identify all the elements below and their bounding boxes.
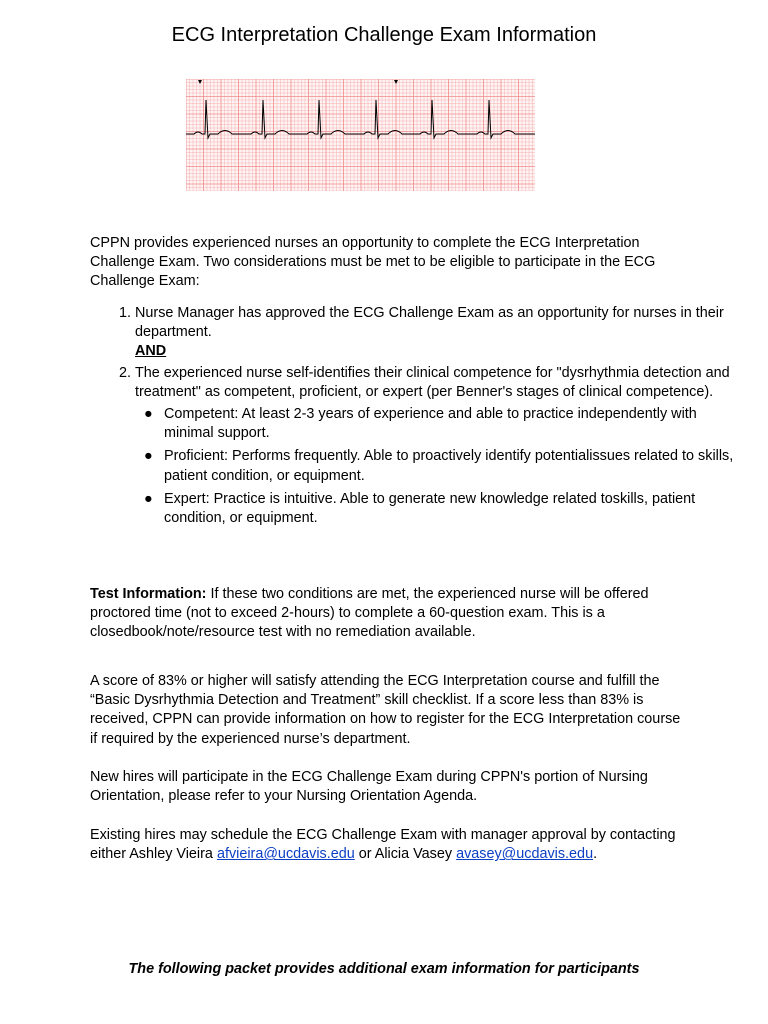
existing-hires-period: . [593,846,598,863]
new-hires-paragraph: New hires will participate in the ECG Challenge Exam during CPPN's portion of Nursing Orientation, please refer to your Nursing Orientation Agenda. [90,769,648,805]
page-title: ECG Interpretation Challenge Exam Information [171,24,597,46]
email-link-avasey[interactable]: avasey@ucdavis.edu [456,846,594,863]
level-proficient-text: Proficient: Performs frequently. Able to proactively identify potentialissues related to skills, patient condition, or equipment. [164,448,734,484]
requirement-2 [135,364,735,529]
existing-hires-text: Existing hires may schedule the ECG Challenge Exam with manager approval by contacting either Ashley Vieira [90,827,676,863]
footer-note: The following packet provides additional exam information for participants [128,961,640,977]
level-expert [144,490,735,528]
and-label: AND [135,343,167,360]
requirements-list [90,304,735,532]
existing-hires-text-2: or Alicia Vasey [354,846,457,863]
level-proficient [144,447,735,485]
bullet-icon: ● [144,406,153,423]
requirement-1 [135,304,735,362]
competence-levels-list [135,405,735,528]
test-information-label: Test Information: [90,586,207,602]
requirement-2-text: The experienced nurse self-identifies their clinical competence for "dysrhythmia detection and treatment" as competent, proficient, or expert (per Benner's stages of clinical competence). [135,364,730,400]
requirement-1-text: Nurse Manager has approved the ECG Challenge Exam as an opportunity for nurses in their department. [135,305,724,341]
score-paragraph: A score of 83% or higher will satisfy attending the ECG Interpretation course and fulfill the “Basic Dysrhythmia Detection and Treatment” skill checklist. If a score less than 83% is received, CPPN can provide information on how to register for the ECG Interpretation course if required by the experienced nurse’s department. [90,673,681,747]
email-link-afvieira[interactable]: afvieira@ucdavis.edu [216,846,355,863]
intro-paragraph: CPPN provides experienced nurses an opportunity to complete the ECG Interpretation Challenge Exam. Two considerations must be met to be eligible to participate in the ECG Challenge Exam: [90,235,656,290]
ecg-strip-icon [186,79,535,191]
test-information-text: If these two conditions are met, the experienced nurse will be offered proctored time (not to exceed 2-hours) to complete a 60-question exam. This is a closedbook/note/resource test with no remediation available. [90,586,649,641]
level-competent-text: Competent: At least 2-3 years of experience and able to practice independently with minimal support. [164,406,697,442]
bullet-icon: ● [144,448,153,465]
test-information-paragraph [90,585,690,643]
level-expert-text: Expert: Practice is intuitive. Able to generate new knowledge related toskills, patient condition, or equipment. [164,490,696,527]
bullet-icon: ● [144,490,153,507]
level-competent [144,405,735,443]
existing-hires-paragraph [90,826,690,864]
